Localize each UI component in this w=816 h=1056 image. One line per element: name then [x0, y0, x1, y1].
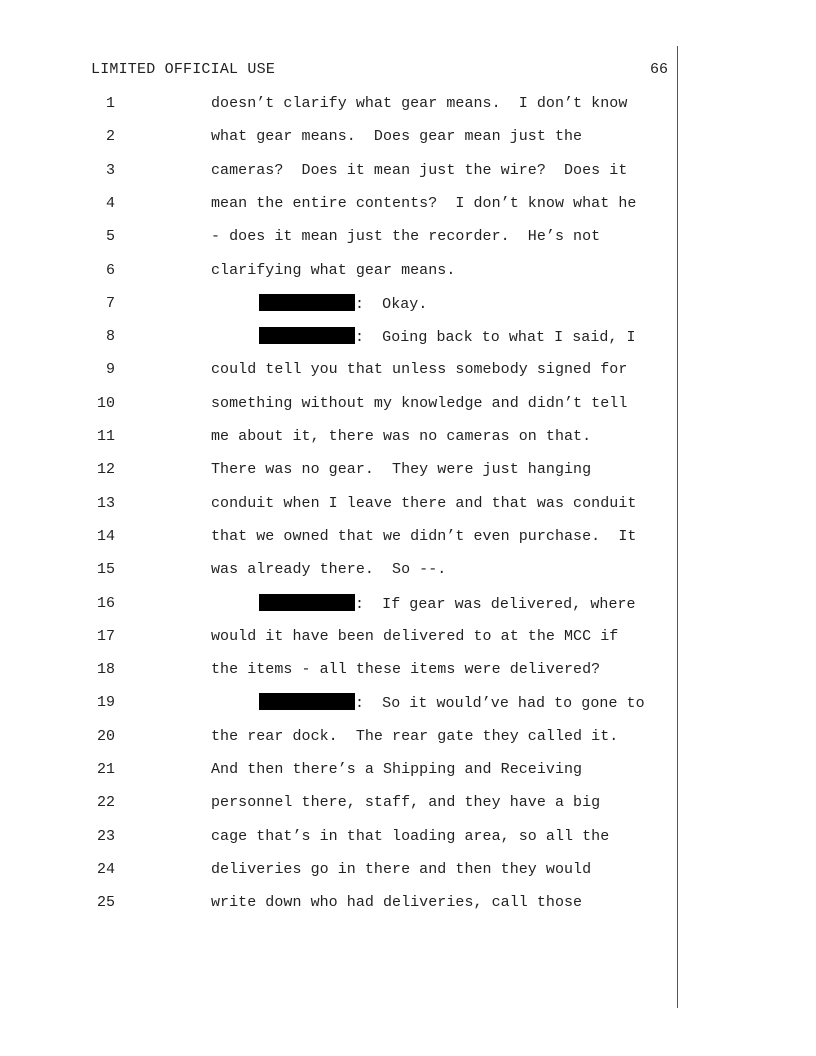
line-text: [211, 427, 591, 447]
transcript-line: [0, 227, 816, 260]
line-content: : So it would’ve had to gone to: [355, 695, 645, 713]
line-number: 7: [105, 294, 115, 312]
line-text: [211, 394, 627, 414]
transcript-line: [0, 360, 816, 393]
transcript-line: [0, 560, 816, 593]
line-text: [211, 627, 618, 647]
line-number: 10: [96, 394, 115, 412]
line-text: [211, 860, 591, 880]
line-number: 2: [105, 128, 115, 146]
transcript-line: [0, 94, 816, 127]
line-text: [211, 94, 627, 114]
redacted-speaker-name: [259, 594, 355, 611]
line-content: : Okay.: [355, 295, 428, 313]
line-text: [211, 527, 636, 547]
line-text: [211, 460, 591, 480]
line-number: 15: [96, 561, 115, 579]
line-content: the rear dock. The rear gate they called it.: [211, 727, 619, 745]
transcript-line: [0, 693, 816, 726]
line-number: 4: [105, 194, 115, 212]
line-text: [211, 560, 446, 580]
line-text: [211, 827, 609, 847]
line-content: personnel there, staff, and they have a big: [211, 794, 601, 812]
transcript-line: [0, 127, 816, 160]
line-content: something without my knowledge and didn’t tell: [211, 394, 628, 412]
line-number: 5: [105, 228, 115, 246]
line-content: mean the entire contents? I don’t know what he: [211, 194, 637, 212]
line-content: the items - all these items were delivered?: [211, 661, 601, 679]
line-number: 6: [105, 261, 115, 279]
line-number: 14: [96, 527, 115, 545]
line-text: [211, 161, 627, 181]
line-text: [211, 227, 600, 247]
line-text: [211, 494, 636, 514]
line-text: [211, 261, 455, 281]
line-text: [211, 194, 636, 214]
line-content: write down who had deliveries, call those: [211, 894, 583, 912]
line-text: [259, 327, 636, 348]
transcript-line: [0, 827, 816, 860]
transcript-line: [0, 394, 816, 427]
transcript-line: [0, 594, 816, 627]
transcript-line: [0, 627, 816, 660]
line-text: [259, 294, 427, 315]
line-content: There was no gear. They were just hanging: [211, 461, 592, 479]
line-number: 8: [105, 328, 115, 346]
classification-header: LIMITED OFFICIAL USE: [91, 61, 276, 78]
transcript-line: [0, 494, 816, 527]
line-content: clarifying what gear means.: [211, 261, 456, 279]
redacted-speaker-name: [259, 294, 355, 311]
transcript-line: [0, 327, 816, 360]
redacted-speaker-name: [259, 693, 355, 710]
line-number: 18: [96, 661, 115, 679]
line-content: was already there. So --.: [211, 561, 447, 579]
line-number: 22: [96, 794, 115, 812]
transcript-line: [0, 760, 816, 793]
line-content: me about it, there was no cameras on that.: [211, 428, 592, 445]
line-content: what gear means. Does gear mean just the: [211, 128, 583, 146]
transcript-line: [0, 194, 816, 227]
line-number: 11: [96, 428, 115, 445]
transcript-line: [0, 261, 816, 294]
line-number: 20: [96, 727, 115, 745]
line-content: could tell you that unless somebody signed for: [211, 361, 628, 379]
line-content: doesn’t clarify what gear means. I don’t know: [211, 95, 628, 112]
line-content: would it have been delivered to at the MCC if: [211, 627, 619, 645]
line-number: 3: [105, 161, 115, 179]
line-content: cage that’s in that loading area, so all the: [211, 827, 610, 845]
transcript-line: [0, 527, 816, 560]
line-number: 21: [96, 761, 115, 778]
line-number: 23: [96, 827, 115, 845]
line-content: : Going back to what I said, I: [355, 329, 636, 347]
line-number: 12: [96, 461, 115, 479]
line-number: 13: [96, 494, 115, 512]
line-content: And then there’s a Shipping and Receiving: [211, 761, 583, 778]
line-number: 9: [105, 361, 115, 379]
transcript-line: [0, 860, 816, 893]
line-text: [259, 594, 636, 615]
transcript-line: [0, 161, 816, 194]
line-text: [211, 727, 618, 747]
line-content: cameras? Does it mean just the wire? Does it: [211, 161, 628, 179]
line-text: [211, 793, 600, 813]
line-text: [259, 693, 645, 714]
transcript-line: [0, 660, 816, 693]
transcript-line: [0, 893, 816, 926]
line-number: 24: [96, 860, 115, 878]
transcript-line: [0, 793, 816, 826]
redacted-speaker-name: [259, 327, 355, 344]
line-number: 16: [96, 594, 115, 612]
transcript-line: [0, 294, 816, 327]
transcript-line: [0, 727, 816, 760]
line-content: that we owned that we didn’t even purchase. It: [211, 527, 637, 545]
line-text: [211, 360, 627, 380]
line-content: deliveries go in there and then they would: [211, 860, 592, 878]
line-number: 19: [96, 694, 115, 712]
transcript-line: [0, 427, 816, 460]
line-number: 25: [96, 894, 115, 912]
line-text: [211, 127, 582, 147]
line-content: : If gear was delivered, where: [355, 595, 636, 613]
line-number: 1: [105, 95, 115, 112]
line-content: conduit when I leave there and that was conduit: [211, 494, 637, 512]
line-text: [211, 660, 600, 680]
line-number: 17: [96, 627, 115, 645]
transcript-line: [0, 460, 816, 493]
line-content: - does it mean just the recorder. He’s not: [211, 228, 601, 246]
line-text: [211, 893, 582, 913]
line-text: [211, 760, 582, 780]
page-number: 66: [649, 61, 668, 78]
